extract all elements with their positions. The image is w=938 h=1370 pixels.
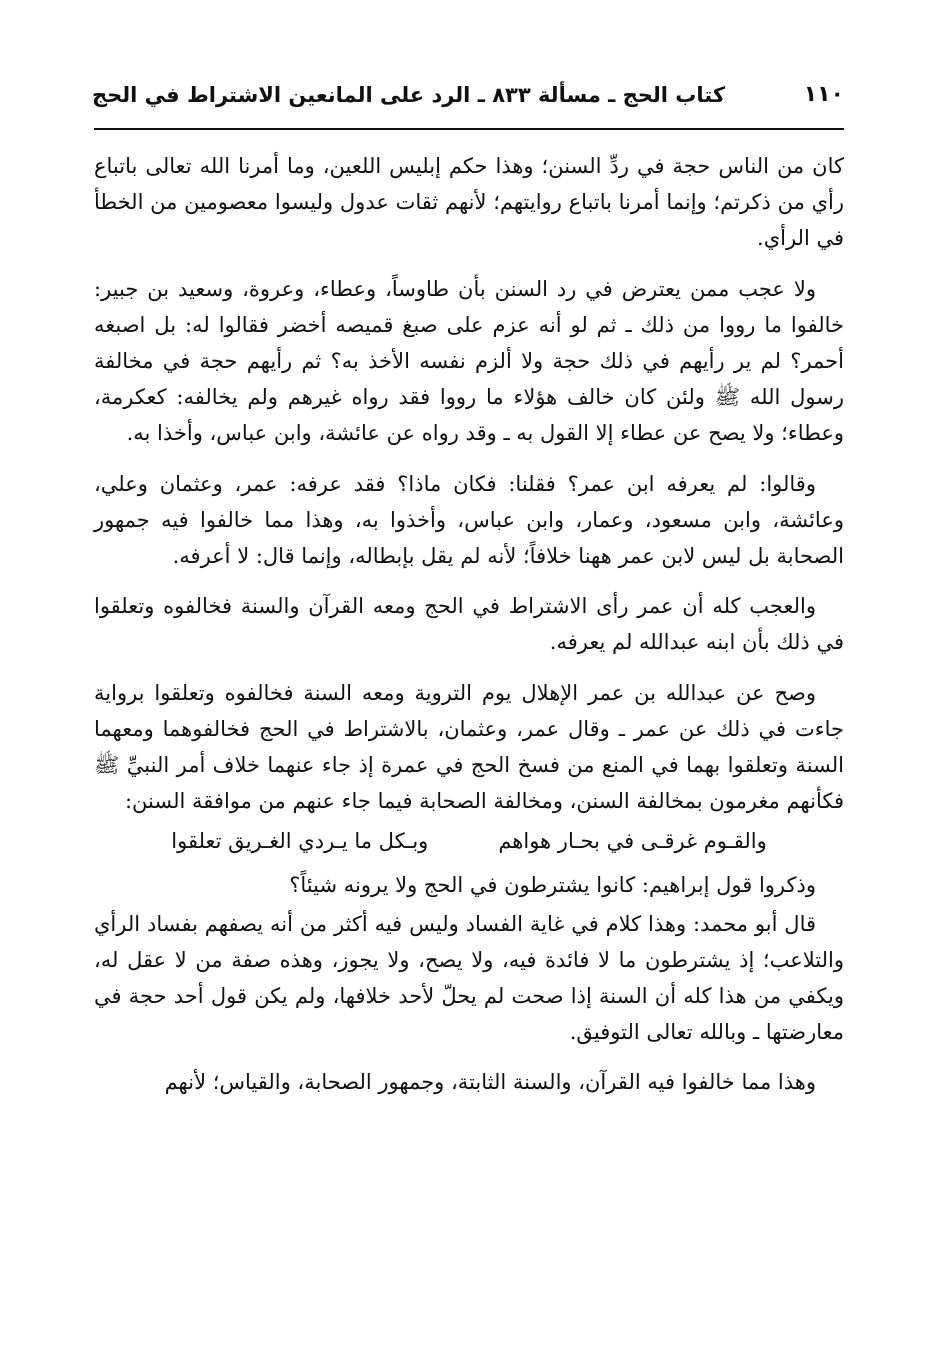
paragraph-5: وصح عن عبدالله بن عمر الإهلال يوم التروية ومعه السنة فخالفوه وتعلقوا برواية جاءت في ذلك عن عمر ـ وقال عمر، وعثمان، بالاشتراط في الحج فخالفوهما ومعهما السنة وتعلقوا بهما في المنع من فسخ الحج في عمرة إذ جاء عنهما خلاف أمر النبيِّ ﷺ فكأنهم مغرمون بمخالفة السنن، ومخالفة الصحابة فيما جاء عنهم من موافقة السنن: <box>94 680 844 814</box>
verse-first-hemistich: والقـوم غرقـى في بحـار هواهم <box>498 829 767 854</box>
paragraph-3: وقالوا: لم يعرفه ابن عمر؟ فقلنا: فكان ماذا؟ فقد عرفه: عمر، وعثمان وعلي، وعائشة، وابن مسعود، وعمار، وابن عباس، وأخذوا به، وهذا مما خالفوا فيه جمهور الصحابة بل ليس لابن عمر ههنا خلافاً؛ لأنه لم يقل بإبطاله، وإنما قال: لا أعرفه. <box>94 471 844 569</box>
verse-second-hemistich: وبـكل ما يـردي الغـريق تعلقوا <box>171 829 429 854</box>
header-divider <box>94 128 844 130</box>
paragraph-2: ولا عجب ممن يعترض في رد السنن بأن طاوساً، وعطاء، وعروة، وسعيد بن جبير: خالفوا ما رووا من ذلك ـ ثم لو أنه عزم على صبغ قميصه أخضر فقالوا له: بل اصبغه أحمر؟ لم ير رأيهم في ذلك حجة ولا ألزم نفسه الأخذ به؟ ثم رأيهم حجة في مخالفة رسول الله ﷺ ولئن كان خالف هؤلاء ما رووا فقد رواه غيرهم ولم يخالفه: كعكرمة، وعطاء؛ ولا يصح عن عطاء إلا القول به ـ وقد رواه عن عائشة، وابن عباس، وأخذا به. <box>94 276 844 446</box>
paragraph-1: كان من الناس حجة في ردِّ السنن؛ وهذا حكم إبليس اللعين، وما أمرنا الله تعالى باتباع رأي من ذكرتم؛ وإنما أمرنا باتباع روايتهم؛ لأنهم ثقات عدول وليسوا معصومين من الخطأ في الرأي. <box>94 154 844 251</box>
header-title: كتاب الحج ـ مسألة ٨٣٣ ـ الرد على المانعين الاشتراط في الحج <box>92 83 726 107</box>
page-number: ١١٠ <box>803 82 844 107</box>
paragraph-8: وهذا مما خالفوا فيه القرآن، والسنة الثابتة، وجمهور الصحابة، والقياس؛ لأنهم <box>164 1070 816 1095</box>
paragraph-4: والعجب كله أن عمر رأى الاشتراط في الحج ومعه القرآن والسنة فخالفوه وتعلقوا في ذلك بأن ابنه عبدالله لم يعرفه. <box>94 594 844 655</box>
paragraph-7: قال أبو محمد: وهذا كلام في غاية الفساد وليس فيه أكثر من أنه يصفهم بفساد الرأي والتلاعب؛ إذ يشترطون ما لا فائدة فيه، ولا يصح، ولا يجوز، وهذه صفة من لا عقل له، ويكفي من هذا كله أن السنة إذا صحت لم يحلّ لأحد خلافها، ولم يكن قول أحد حجة في معارضتها ـ وبالله تعالى التوفيق. <box>94 911 844 1045</box>
running-header <box>92 78 844 118</box>
poetry-verse <box>94 823 844 859</box>
paragraph-6: وذكروا قول إبراهيم: كانوا يشترطون في الحج ولا يرونه شيئاً؟ <box>289 873 816 898</box>
page-body <box>94 148 844 1115</box>
